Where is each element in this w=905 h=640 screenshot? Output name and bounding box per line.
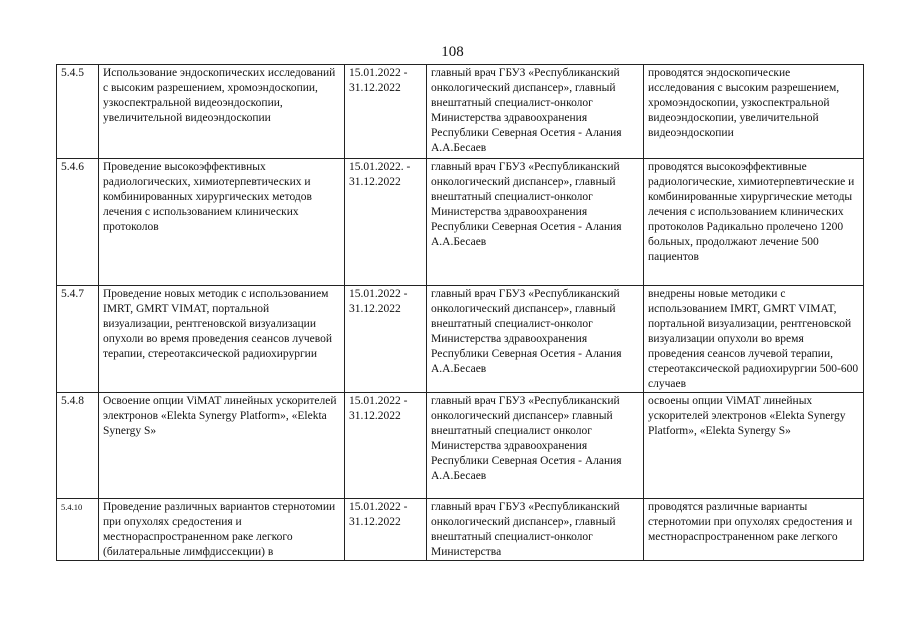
dates-cell: 15.01.2022 - 31.12.2022 — [345, 286, 427, 393]
plan-table — [56, 64, 864, 561]
table-row — [57, 65, 864, 159]
item-number: 5.4.10 — [57, 499, 99, 561]
item-number: 5.4.7 — [57, 286, 99, 393]
activity-cell: Проведение высокоэффективных радиологических, химиотерпевтических и комбинированных хирургических методов лечения с использованием клинических протоколов — [99, 159, 345, 286]
activity-cell: Проведение новых методик с использованием IMRT, GMRT VIMAT, портальной визуализации, рентгеновской визуализации опухоли во время проведения сеансов лучевой терапии, стереотаксической радиохирургии — [99, 286, 345, 393]
item-number: 5.4.8 — [57, 393, 99, 499]
responsible-cell: главный врач ГБУЗ «Республиканский онкологический диспансер», главный внештатный специалист-онколог Министерства здравоохранения Республики Северная Осетия - Алания А.А.Бесаев — [427, 286, 644, 393]
item-number: 5.4.6 — [57, 159, 99, 286]
activity-cell: Проведение различных вариантов стернотомии при опухолях средостения и местнораспространенном раке легкого (билатеральные лимфдиссекции) в — [99, 499, 345, 561]
result-cell: проводятся различные варианты стернотомии при опухолях средостения и местнораспространенном раке легкого — [644, 499, 864, 561]
table-row — [57, 159, 864, 286]
dates-cell: 15.01.2022 - 31.12.2022 — [345, 499, 427, 561]
activity-cell: Освоение опции ViMAT линейных ускорителей электронов «Elekta Synergy Platform», «Elekta Synergy S» — [99, 393, 345, 499]
activity-cell: Использование эндоскопических исследований с высоким разрешением, хромоэндоскопии, узкоспектральной видеоэндоскопии, увеличительной видеоэндоскопии — [99, 65, 345, 159]
table-row — [57, 499, 864, 561]
table-row — [57, 393, 864, 499]
table-row — [57, 286, 864, 393]
page-number: 108 — [441, 44, 464, 60]
result-cell: освоены опции ViMAT линейных ускорителей электронов «Elekta Synergy Platform», «Elekta Synergy S» — [644, 393, 864, 499]
dates-cell: 15.01.2022. - 31.12.2022 — [345, 159, 427, 286]
result-cell: внедрены новые методики с использованием IMRT, GMRT VIMAT, портальной визуализации, рентгеновской визуализации опухоли во время проведения сеансов лучевой терапии, стереотаксической радиохирургии 500-600 случаев — [644, 286, 864, 393]
responsible-cell: главный врач ГБУЗ «Республиканский онкологический диспансер» главный внештатный специалист онколог Министерства здравоохранения Республики Северная Осетия - Алания А.А.Бесаев — [427, 393, 644, 499]
dates-cell: 15.01.2022 - 31.12.2022 — [345, 393, 427, 499]
responsible-cell: главный врач ГБУЗ «Республиканский онкологический диспансер», главный внештатный специалист-онколог Министерства здравоохранения Республики Северная Осетия - Алания А.А.Бесаев — [427, 159, 644, 286]
dates-cell: 15.01.2022 - 31.12.2022 — [345, 65, 427, 159]
responsible-cell: главный врач ГБУЗ «Республиканский онкологический диспансер», главный внештатный специалист-онколог Министерства — [427, 499, 644, 561]
responsible-cell: главный врач ГБУЗ «Республиканский онкологический диспансер», главный внештатный специалист-онколог Министерства здравоохранения Республики Северная Осетия - Алания А.А.Бесаев — [427, 65, 644, 159]
result-cell: проводятся высокоэффективные радиологические, химиотерпевтические и комбинированные хирургические методы лечения с использованием клинических протоколов Радикально пролечено 1200 больных, продолжают лечение 500 пациентов — [644, 159, 864, 286]
result-cell: проводятся эндоскопические исследования с высоким разрешением, хромоэндоскопии, узкоспектральной видеоэндоскопии, увеличительной видеоэндоскопии — [644, 65, 864, 159]
item-number: 5.4.5 — [57, 65, 99, 159]
